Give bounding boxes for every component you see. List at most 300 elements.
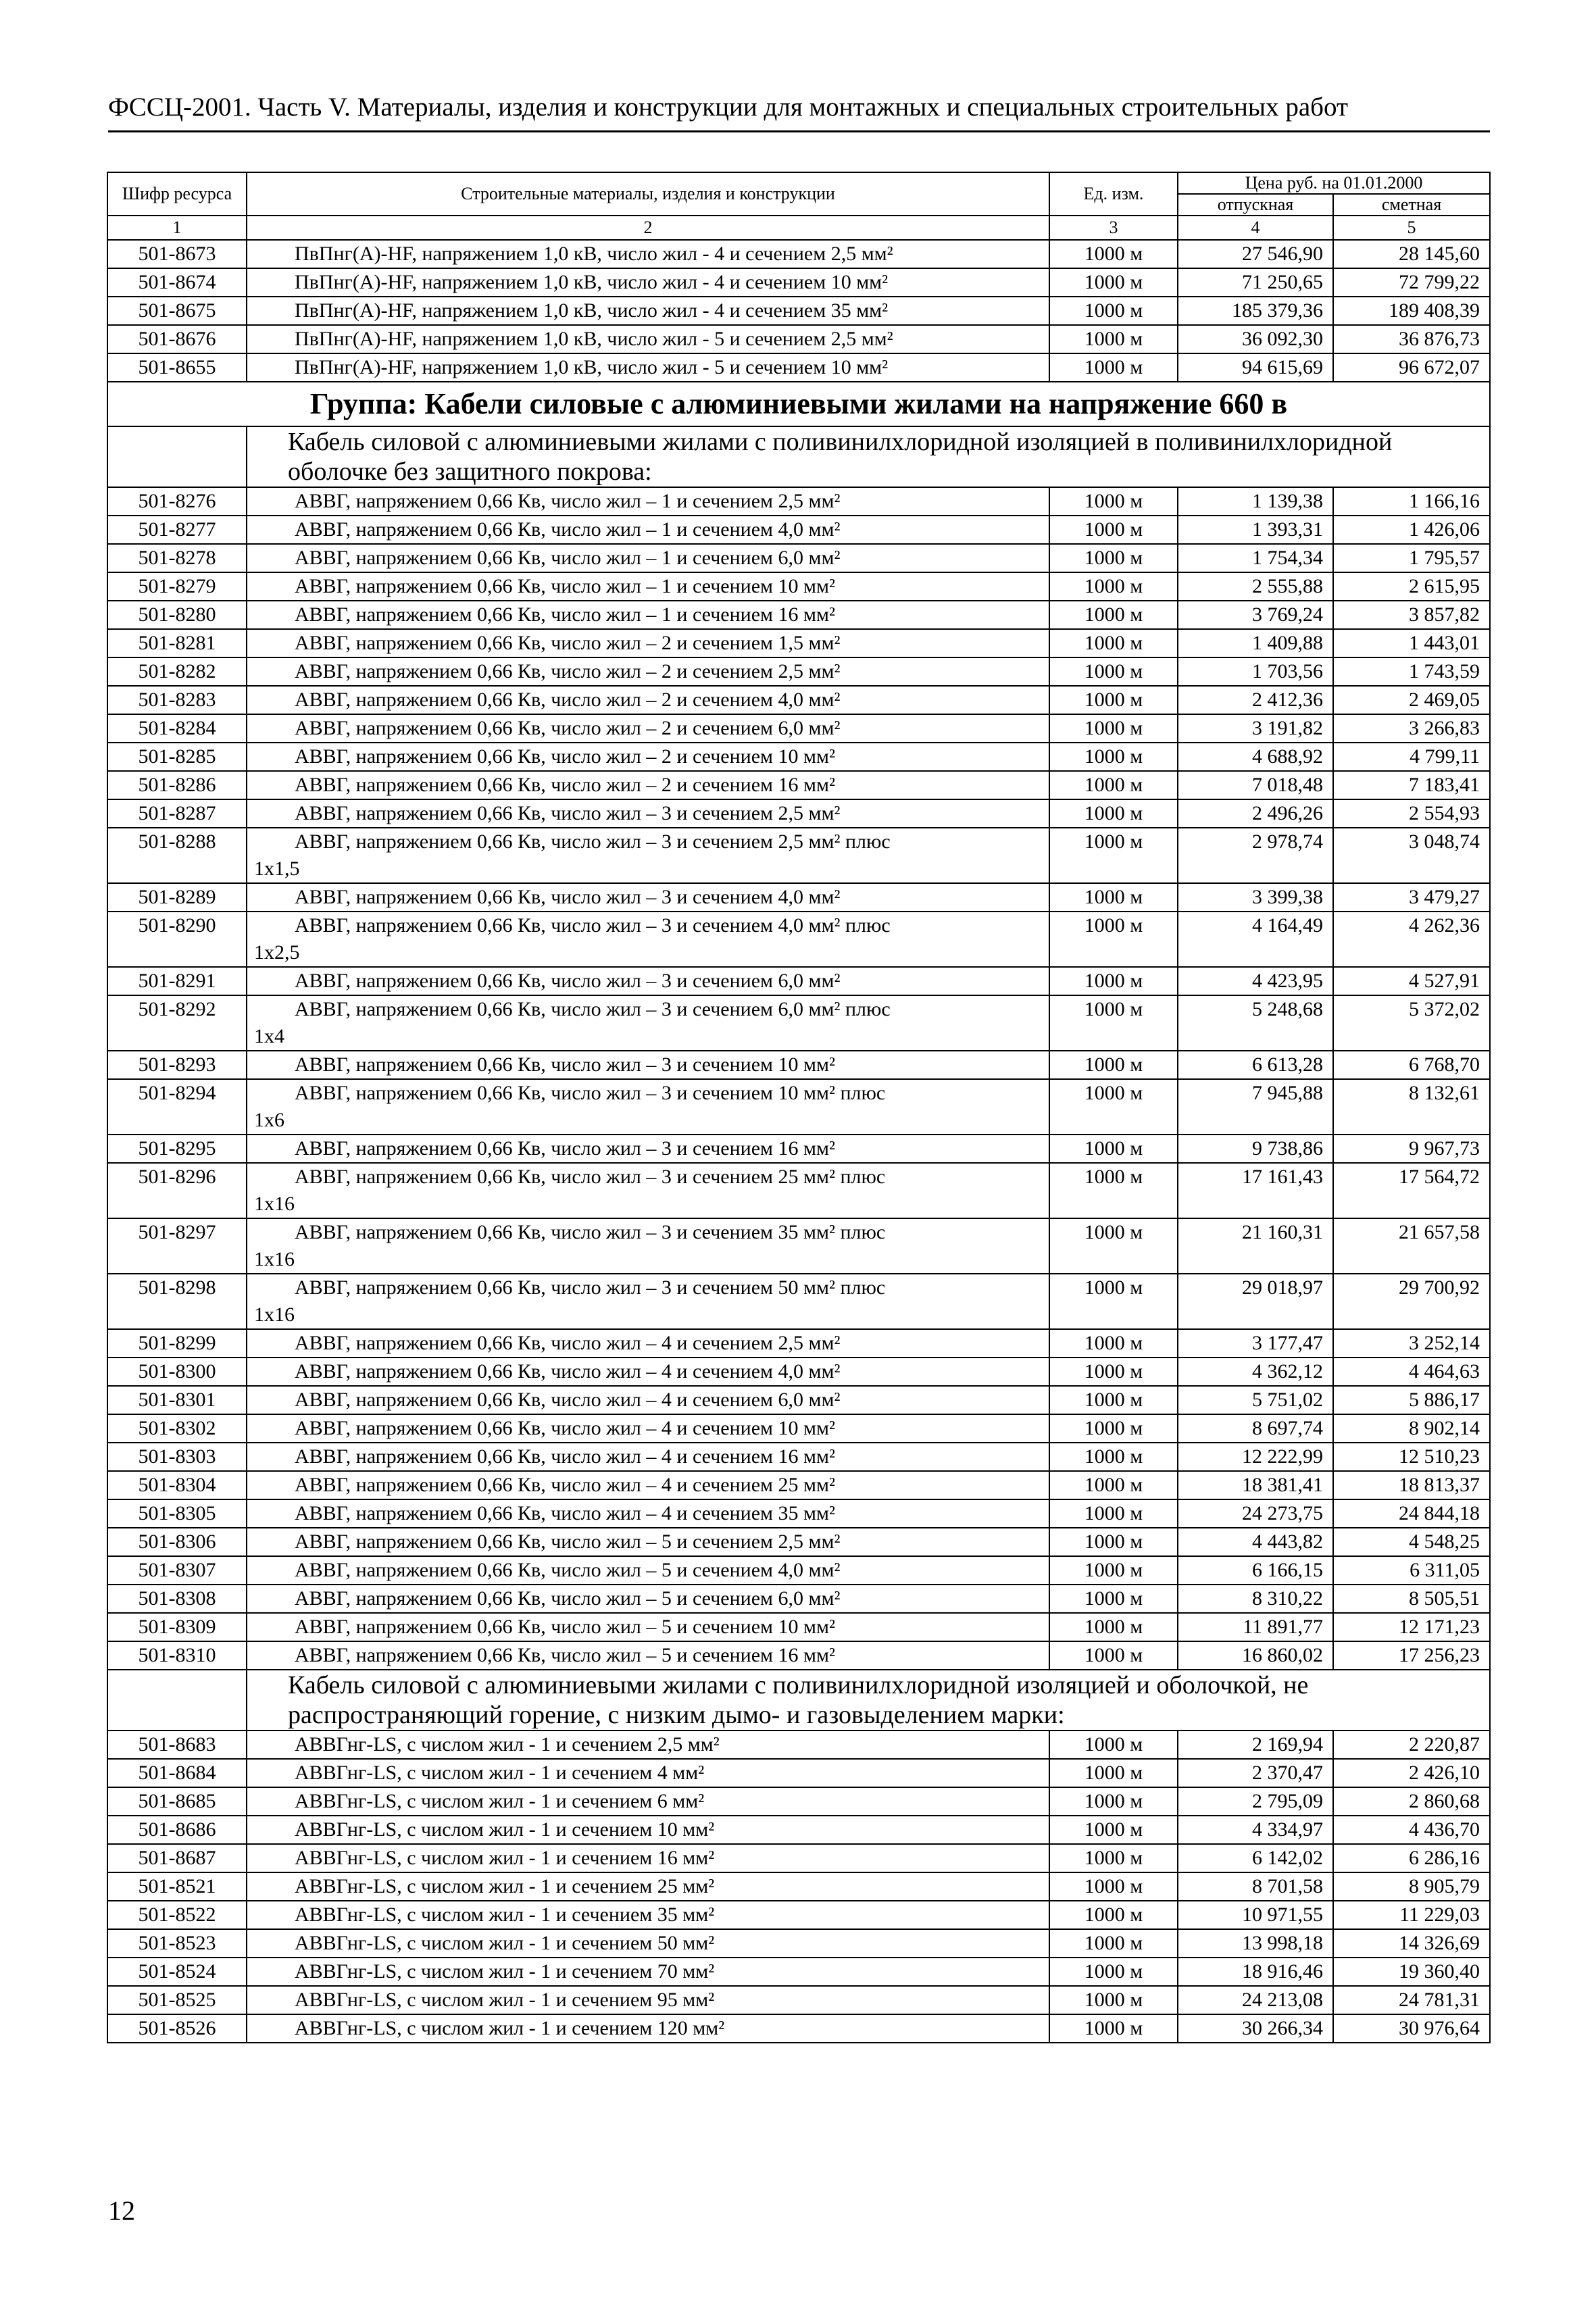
- unit: 1000 м: [1049, 1499, 1178, 1528]
- unit: 1000 м: [1049, 1528, 1178, 1556]
- material-name-text: АВВГ, напряжением 0,66 Кв, число жил – 4 и сечением 6,0 мм²: [295, 1389, 841, 1411]
- unit: 1000 м: [1049, 1787, 1178, 1816]
- table-row: [107, 268, 1490, 297]
- price-release: 8 310,22: [1178, 1585, 1333, 1613]
- unit: 1000 м: [1049, 572, 1178, 601]
- material-name-text: АВВГ, напряжением 0,66 Кв, число жил – 2 и сечением 16 мм²: [295, 774, 835, 796]
- price-estimate: 24 844,18: [1333, 1499, 1490, 1528]
- unit: 1000 м: [1049, 1929, 1178, 1958]
- material-name-text: АВВГ, напряжением 0,66 Кв, число жил – 3 и сечением 16 мм²: [295, 1137, 835, 1160]
- price-estimate: 17 564,72: [1333, 1163, 1490, 1218]
- resource-code: 501-8288: [107, 828, 247, 883]
- price-estimate: 4 527,91: [1333, 967, 1490, 995]
- price-estimate: 3 479,27: [1333, 883, 1490, 912]
- resource-code: 501-8523: [107, 1929, 247, 1958]
- price-estimate: 21 657,58: [1333, 1218, 1490, 1274]
- material-name-text: АВВГ, напряжением 0,66 Кв, число жил – 5 и сечением 2,5 мм²: [295, 1530, 841, 1553]
- price-release: 16 860,02: [1178, 1641, 1333, 1670]
- table-row: [107, 1358, 1490, 1386]
- material-name: [247, 1641, 1049, 1670]
- price-estimate: 4 464,63: [1333, 1358, 1490, 1386]
- price-estimate: 2 220,87: [1333, 1731, 1490, 1759]
- table-row: [107, 1585, 1490, 1613]
- column-number: 3: [1049, 216, 1178, 240]
- unit: 1000 м: [1049, 601, 1178, 629]
- unit: 1000 м: [1049, 771, 1178, 799]
- resource-code: 501-8306: [107, 1528, 247, 1556]
- price-estimate: 189 408,39: [1333, 297, 1490, 325]
- price-estimate: 2 469,05: [1333, 686, 1490, 714]
- table-row: [107, 1986, 1490, 2014]
- resource-code: 501-8279: [107, 572, 247, 601]
- resource-code: 501-8276: [107, 487, 247, 516]
- price-estimate: 9 967,73: [1333, 1135, 1490, 1163]
- table-row: [107, 629, 1490, 657]
- price-estimate: 5 372,02: [1333, 995, 1490, 1051]
- column-number: 4: [1178, 216, 1333, 240]
- resource-code: 501-8301: [107, 1386, 247, 1414]
- section-row: [107, 1670, 1490, 1731]
- table-row: [107, 1958, 1490, 1986]
- price-release: 2 412,36: [1178, 686, 1333, 714]
- material-name-text: АВВГ, напряжением 0,66 Кв, число жил – 3 и сечением 10 мм²: [295, 1053, 835, 1076]
- table-row: [107, 883, 1490, 912]
- material-name: [247, 1731, 1049, 1759]
- material-name: [247, 1471, 1049, 1499]
- material-name-text: АВВГнг-LS, с числом жил - 1 и сечением 95 мм²: [295, 1989, 715, 2011]
- material-name-text: ПвПнг(А)-HF, напряжением 1,0 кВ, число жил - 4 и сечением 35 мм²: [295, 299, 889, 322]
- price-estimate: 2 860,68: [1333, 1787, 1490, 1816]
- material-name: [247, 1613, 1049, 1641]
- section-row: [107, 426, 1490, 487]
- material-name: [247, 828, 1049, 883]
- unit: 1000 м: [1049, 1218, 1178, 1274]
- price-estimate: 36 876,73: [1333, 325, 1490, 353]
- price-release: 3 191,82: [1178, 714, 1333, 743]
- price-estimate: 72 799,22: [1333, 268, 1490, 297]
- price-release: 18 916,46: [1178, 1958, 1333, 1986]
- resource-code: 501-8282: [107, 657, 247, 686]
- header-name: Строительные материалы, изделия и конструкции: [247, 172, 1049, 216]
- material-name: [247, 1135, 1049, 1163]
- price-release: 11 891,77: [1178, 1613, 1333, 1641]
- material-name-text: АВВГнг-LS, с числом жил - 1 и сечением 6 мм²: [295, 1790, 705, 1812]
- material-name-text: АВВГ, напряжением 0,66 Кв, число жил – 5 и сечением 10 мм²: [295, 1616, 835, 1638]
- resource-code: 501-8524: [107, 1958, 247, 1986]
- resource-code: 501-8286: [107, 771, 247, 799]
- table-row: [107, 2014, 1490, 2043]
- material-name: [247, 601, 1049, 629]
- table-row: [107, 544, 1490, 572]
- price-estimate: 19 360,40: [1333, 1958, 1490, 1986]
- table-row: [107, 1386, 1490, 1414]
- price-estimate: 30 976,64: [1333, 2014, 1490, 2043]
- price-release: 18 381,41: [1178, 1471, 1333, 1499]
- unit: 1000 м: [1049, 2014, 1178, 2043]
- table-row: [107, 1135, 1490, 1163]
- table-row: [107, 828, 1490, 883]
- material-name-continuation: 1х4: [254, 1025, 284, 1047]
- material-name-text: АВВГ, напряжением 0,66 Кв, число жил – 2 и сечением 10 мм²: [295, 745, 835, 768]
- table-row: [107, 353, 1490, 382]
- table-row: [107, 240, 1490, 268]
- resource-code: 501-8655: [107, 353, 247, 382]
- price-release: 4 423,95: [1178, 967, 1333, 995]
- material-name-text: АВВГ, напряжением 0,66 Кв, число жил – 3 и сечением 2,5 мм² плюс: [295, 830, 891, 853]
- material-name: [247, 1386, 1049, 1414]
- resource-code: 501-8295: [107, 1135, 247, 1163]
- price-estimate: 2 615,95: [1333, 572, 1490, 601]
- table-row: [107, 912, 1490, 967]
- resource-code: 501-8284: [107, 714, 247, 743]
- price-estimate: 2 554,93: [1333, 799, 1490, 828]
- table-row: [107, 771, 1490, 799]
- price-estimate: 4 799,11: [1333, 743, 1490, 771]
- price-release: 2 370,47: [1178, 1759, 1333, 1787]
- price-release: 30 266,34: [1178, 2014, 1333, 2043]
- price-release: 5 248,68: [1178, 995, 1333, 1051]
- unit: 1000 м: [1049, 1051, 1178, 1079]
- price-estimate: 3 266,83: [1333, 714, 1490, 743]
- table-row: [107, 297, 1490, 325]
- material-name: [247, 1079, 1049, 1135]
- table-row: [107, 1051, 1490, 1079]
- material-name-text: АВВГ, напряжением 0,66 Кв, число жил – 5 и сечением 16 мм²: [295, 1644, 835, 1666]
- price-release: 4 443,82: [1178, 1528, 1333, 1556]
- table-row: [107, 714, 1490, 743]
- section-title: Кабель силовой с алюминиевыми жилами с поливинилхлоридной изоляцией и оболочкой, не распространяющий горение, с низким дымо- и газовыделением марки:: [247, 1670, 1490, 1731]
- material-name: [247, 743, 1049, 771]
- price-release: 71 250,65: [1178, 268, 1333, 297]
- material-name-text: АВВГ, напряжением 0,66 Кв, число жил – 2 и сечением 2,5 мм²: [295, 660, 841, 682]
- unit: 1000 м: [1049, 743, 1178, 771]
- price-estimate: 8 132,61: [1333, 1079, 1490, 1135]
- unit: 1000 м: [1049, 1613, 1178, 1641]
- material-name: [247, 1872, 1049, 1901]
- material-name: [247, 883, 1049, 912]
- material-name: [247, 1901, 1049, 1929]
- resource-code: 501-8292: [107, 995, 247, 1051]
- resource-code: 501-8684: [107, 1759, 247, 1787]
- material-name-text: АВВГ, напряжением 0,66 Кв, число жил – 3 и сечением 2,5 мм²: [295, 802, 841, 824]
- price-estimate: 1 743,59: [1333, 657, 1490, 686]
- column-numbers-row: [107, 216, 1490, 240]
- table-row: [107, 1528, 1490, 1556]
- material-name: [247, 1929, 1049, 1958]
- price-release: 10 971,55: [1178, 1901, 1333, 1929]
- table-row: [107, 1872, 1490, 1901]
- table-row: [107, 325, 1490, 353]
- unit: 1000 м: [1049, 1358, 1178, 1386]
- resource-code: 501-8685: [107, 1787, 247, 1816]
- resource-code: 501-8291: [107, 967, 247, 995]
- material-name: [247, 1816, 1049, 1844]
- material-name-text: АВВГ, напряжением 0,66 Кв, число жил – 2 и сечением 4,0 мм²: [295, 689, 841, 711]
- price-release: 94 615,69: [1178, 353, 1333, 382]
- price-estimate: 24 781,31: [1333, 1986, 1490, 2014]
- price-estimate: 17 256,23: [1333, 1641, 1490, 1670]
- unit: 1000 м: [1049, 1731, 1178, 1759]
- price-release: 29 018,97: [1178, 1274, 1333, 1329]
- material-name-text: АВВГнг-LS, с числом жил - 1 и сечением 2,5 мм²: [295, 1733, 720, 1756]
- resource-code: 501-8287: [107, 799, 247, 828]
- material-name: [247, 1844, 1049, 1872]
- material-name: [247, 1274, 1049, 1329]
- price-estimate: 5 886,17: [1333, 1386, 1490, 1414]
- header-price: Цена руб. на 01.01.2000: [1178, 172, 1490, 194]
- table-row: [107, 516, 1490, 544]
- material-name-text: АВВГ, напряжением 0,66 Кв, число жил – 4 и сечением 16 мм²: [295, 1445, 835, 1468]
- price-release: 2 555,88: [1178, 572, 1333, 601]
- material-name: [247, 1499, 1049, 1528]
- price-release: 24 273,75: [1178, 1499, 1333, 1528]
- price-release: 24 213,08: [1178, 1986, 1333, 2014]
- price-estimate: 1 443,01: [1333, 629, 1490, 657]
- unit: 1000 м: [1049, 1471, 1178, 1499]
- page-header: ФССЦ-2001. Часть V. Материалы, изделия и конструкции для монтажных и специальных строительных работ: [108, 93, 1349, 122]
- price-estimate: 6 768,70: [1333, 1051, 1490, 1079]
- table-row: [107, 657, 1490, 686]
- price-release: 3 177,47: [1178, 1329, 1333, 1358]
- price-estimate: 4 548,25: [1333, 1528, 1490, 1556]
- material-name-text: АВВГ, напряжением 0,66 Кв, число жил – 5 и сечением 4,0 мм²: [295, 1559, 841, 1581]
- price-release: 21 160,31: [1178, 1218, 1333, 1274]
- resource-code: 501-8297: [107, 1218, 247, 1274]
- table-row: [107, 1641, 1490, 1670]
- unit: 1000 м: [1049, 1958, 1178, 1986]
- unit: 1000 м: [1049, 1844, 1178, 1872]
- resource-code: 501-8293: [107, 1051, 247, 1079]
- price-release: 2 496,26: [1178, 799, 1333, 828]
- table-row: [107, 1787, 1490, 1816]
- price-release: 8 701,58: [1178, 1872, 1333, 1901]
- section-title: Кабель силовой с алюминиевыми жилами с поливинилхлоридной изоляцией в поливинилхлоридной оболочке без защитного покрова:: [247, 426, 1490, 487]
- material-name-text: АВВГ, напряжением 0,66 Кв, число жил – 2 и сечением 1,5 мм²: [295, 632, 841, 654]
- group-block: [107, 382, 1490, 487]
- material-name-text: АВВГ, напряжением 0,66 Кв, число жил – 3 и сечением 25 мм² плюс: [295, 1166, 886, 1188]
- material-name-text: АВВГ, напряжением 0,66 Кв, число жил – 1 и сечением 4,0 мм²: [295, 518, 841, 541]
- unit: 1000 м: [1049, 995, 1178, 1051]
- material-name-text: АВВГ, напряжением 0,66 Кв, число жил – 2 и сечением 6,0 мм²: [295, 717, 841, 739]
- price-estimate: 96 672,07: [1333, 353, 1490, 382]
- material-name: [247, 1358, 1049, 1386]
- price-table: [107, 172, 1491, 2043]
- page-number: 12: [108, 2195, 135, 2226]
- table-row: [107, 1274, 1490, 1329]
- material-name-text: АВВГ, напряжением 0,66 Кв, число жил – 3 и сечением 4,0 мм²: [295, 886, 841, 908]
- price-estimate: 14 326,69: [1333, 1929, 1490, 1958]
- unit: 1000 м: [1049, 1135, 1178, 1163]
- group-title: Группа: Кабели силовые с алюминиевыми жилами на напряжение 660 в: [107, 382, 1490, 426]
- price-release: 1 409,88: [1178, 629, 1333, 657]
- material-name: [247, 1051, 1049, 1079]
- resource-code: 501-8674: [107, 268, 247, 297]
- material-name-text: АВВГнг-LS, с числом жил - 1 и сечением 120 мм²: [295, 2017, 725, 2039]
- material-name-text: АВВГ, напряжением 0,66 Кв, число жил – 3 и сечением 6,0 мм²: [295, 970, 841, 992]
- resource-code: 501-8676: [107, 325, 247, 353]
- resource-code: 501-8296: [107, 1163, 247, 1218]
- material-name-text: АВВГ, напряжением 0,66 Кв, число жил – 4 и сечением 10 мм²: [295, 1417, 835, 1439]
- unit: 1000 м: [1049, 516, 1178, 544]
- material-name-text: АВВГ, напряжением 0,66 Кв, число жил – 4 и сечением 2,5 мм²: [295, 1332, 841, 1354]
- price-release: 7 018,48: [1178, 771, 1333, 799]
- material-name: [247, 1218, 1049, 1274]
- price-release: 2 169,94: [1178, 1731, 1333, 1759]
- material-name-continuation: 1х2,5: [254, 941, 300, 964]
- price-release: 4 362,12: [1178, 1358, 1333, 1386]
- material-name-text: АВВГ, напряжением 0,66 Кв, число жил – 4 и сечением 4,0 мм²: [295, 1360, 841, 1383]
- price-estimate: 3 857,82: [1333, 601, 1490, 629]
- resource-code: 501-8309: [107, 1613, 247, 1641]
- material-name: [247, 1528, 1049, 1556]
- resource-code: 501-8294: [107, 1079, 247, 1135]
- table-row: [107, 601, 1490, 629]
- resource-code: 501-8522: [107, 1901, 247, 1929]
- unit: 1000 м: [1049, 268, 1178, 297]
- price-release: 2 795,09: [1178, 1787, 1333, 1816]
- material-name: [247, 1556, 1049, 1585]
- material-name: [247, 771, 1049, 799]
- unit: 1000 м: [1049, 1386, 1178, 1414]
- material-name-text: АВВГ, напряжением 0,66 Кв, число жил – 1 и сечением 16 мм²: [295, 603, 835, 626]
- header-price-estimate: сметная: [1333, 194, 1490, 216]
- resource-code: 501-8285: [107, 743, 247, 771]
- column-number: 1: [107, 216, 247, 240]
- unit: 1000 м: [1049, 1641, 1178, 1670]
- table-row: [107, 1731, 1490, 1759]
- unit: 1000 м: [1049, 240, 1178, 268]
- material-name: [247, 544, 1049, 572]
- price-release: 7 945,88: [1178, 1079, 1333, 1135]
- top-rows: [107, 240, 1490, 382]
- price-release: 1 393,31: [1178, 516, 1333, 544]
- unit: 1000 м: [1049, 1556, 1178, 1585]
- price-release: 185 379,36: [1178, 297, 1333, 325]
- material-name: [247, 516, 1049, 544]
- section1-rows: [107, 487, 1490, 1670]
- resource-code: 501-8307: [107, 1556, 247, 1585]
- resource-code: 501-8302: [107, 1414, 247, 1443]
- price-release: 9 738,86: [1178, 1135, 1333, 1163]
- material-name-text: ПвПнг(А)-HF, напряжением 1,0 кВ, число жил - 4 и сечением 2,5 мм²: [295, 243, 893, 265]
- table-row: [107, 1163, 1490, 1218]
- material-name: [247, 1414, 1049, 1443]
- resource-code: 501-8310: [107, 1641, 247, 1670]
- table-row: [107, 967, 1490, 995]
- unit: 1000 м: [1049, 657, 1178, 686]
- table-header-row: [107, 172, 1490, 194]
- price-release: 1 754,34: [1178, 544, 1333, 572]
- material-name-text: АВВГ, напряжением 0,66 Кв, число жил – 3 и сечением 35 мм² плюс: [295, 1221, 886, 1243]
- resource-code: 501-8686: [107, 1816, 247, 1844]
- unit: 1000 м: [1049, 325, 1178, 353]
- resource-code: 501-8683: [107, 1731, 247, 1759]
- table-row: [107, 1759, 1490, 1787]
- table-row: [107, 1443, 1490, 1471]
- resource-code: 501-8281: [107, 629, 247, 657]
- material-name: [247, 799, 1049, 828]
- resource-code: 501-8277: [107, 516, 247, 544]
- material-name: [247, 714, 1049, 743]
- table-row: [107, 799, 1490, 828]
- price-release: 4 688,92: [1178, 743, 1333, 771]
- table-row: [107, 1218, 1490, 1274]
- material-name-text: АВВГ, напряжением 0,66 Кв, число жил – 1 и сечением 6,0 мм²: [295, 547, 841, 569]
- price-release: 36 092,30: [1178, 325, 1333, 353]
- unit: 1000 м: [1049, 1163, 1178, 1218]
- price-estimate: 6 311,05: [1333, 1556, 1490, 1585]
- unit: 1000 м: [1049, 1585, 1178, 1613]
- unit: 1000 м: [1049, 1986, 1178, 2014]
- material-name-text: ПвПнг(А)-HF, напряжением 1,0 кВ, число жил - 5 и сечением 10 мм²: [295, 356, 889, 378]
- material-name-continuation: 1х16: [254, 1248, 295, 1270]
- price-estimate: 8 902,14: [1333, 1414, 1490, 1443]
- material-name-text: АВВГнг-LS, с числом жил - 1 и сечением 16 мм²: [295, 1847, 715, 1869]
- price-estimate: 3 048,74: [1333, 828, 1490, 883]
- material-name: [247, 629, 1049, 657]
- table-row: [107, 743, 1490, 771]
- resource-code: 501-8300: [107, 1358, 247, 1386]
- material-name: [247, 1787, 1049, 1816]
- material-name: [247, 1986, 1049, 2014]
- material-name: [247, 2014, 1049, 2043]
- column-number: 2: [247, 216, 1049, 240]
- table-row: [107, 487, 1490, 516]
- material-name-text: АВВГ, напряжением 0,66 Кв, число жил – 4 и сечением 35 мм²: [295, 1502, 835, 1524]
- unit: 1000 м: [1049, 799, 1178, 828]
- price-release: 6 613,28: [1178, 1051, 1333, 1079]
- material-name-text: ПвПнг(А)-HF, напряжением 1,0 кВ, число жил - 5 и сечением 2,5 мм²: [295, 328, 893, 350]
- material-name: [247, 912, 1049, 967]
- table-row: [107, 1079, 1490, 1135]
- unit: 1000 м: [1049, 1414, 1178, 1443]
- material-name-text: АВВГ, напряжением 0,66 Кв, число жил – 3 и сечением 50 мм² плюс: [295, 1276, 886, 1299]
- unit: 1000 м: [1049, 1329, 1178, 1358]
- price-release: 6 142,02: [1178, 1844, 1333, 1872]
- resource-code: 501-8303: [107, 1443, 247, 1471]
- resource-code: 501-8308: [107, 1585, 247, 1613]
- price-estimate: 4 262,36: [1333, 912, 1490, 967]
- table-row: [107, 686, 1490, 714]
- price-release: 4 334,97: [1178, 1816, 1333, 1844]
- material-name-text: АВВГнг-LS, с числом жил - 1 и сечением 10 мм²: [295, 1818, 715, 1841]
- price-release: 4 164,49: [1178, 912, 1333, 967]
- price-release: 13 998,18: [1178, 1929, 1333, 1958]
- material-name: [247, 353, 1049, 382]
- resource-code: 501-8304: [107, 1471, 247, 1499]
- material-name-text: АВВГнг-LS, с числом жил - 1 и сечением 25 мм²: [295, 1875, 715, 1897]
- price-estimate: 12 510,23: [1333, 1443, 1490, 1471]
- resource-code: 501-8687: [107, 1844, 247, 1872]
- price-release: 3 769,24: [1178, 601, 1333, 629]
- price-estimate: 1 426,06: [1333, 516, 1490, 544]
- table-row: [107, 1613, 1490, 1641]
- unit: 1000 м: [1049, 1759, 1178, 1787]
- material-name-text: АВВГ, напряжением 0,66 Кв, число жил – 1 и сечением 10 мм²: [295, 575, 835, 597]
- price-estimate: 6 286,16: [1333, 1844, 1490, 1872]
- price-release: 2 978,74: [1178, 828, 1333, 883]
- unit: 1000 м: [1049, 912, 1178, 967]
- material-name: [247, 240, 1049, 268]
- unit: 1000 м: [1049, 828, 1178, 883]
- section2-rows: [107, 1731, 1490, 2043]
- resource-code: 501-8290: [107, 912, 247, 967]
- resource-code: 501-8289: [107, 883, 247, 912]
- unit: 1000 м: [1049, 629, 1178, 657]
- material-name: [247, 1329, 1049, 1358]
- table-row: [107, 1844, 1490, 1872]
- resource-code: 501-8283: [107, 686, 247, 714]
